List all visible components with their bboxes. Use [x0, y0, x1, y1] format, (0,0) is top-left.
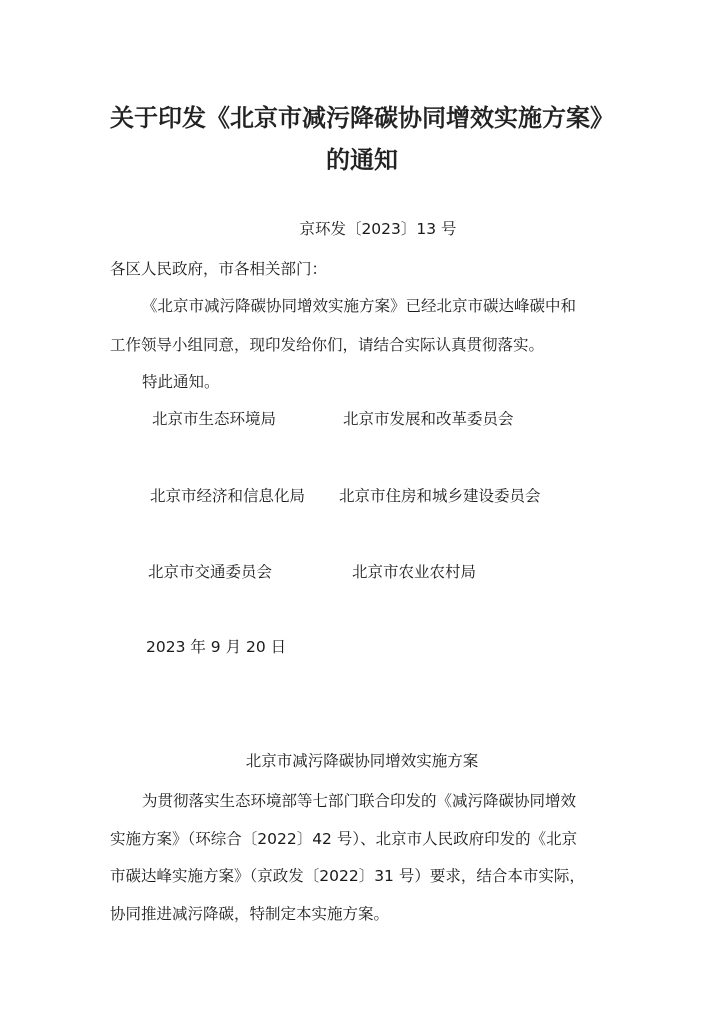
attachment-title: 北京市减污降碳协同增效实施方案 — [245, 752, 479, 770]
salutation: 各区人民政府，市各相关部门： — [110, 260, 328, 278]
intro-line-4: 协同推进减污降碳，特制定本实施方案。 — [110, 905, 390, 923]
body-line-1: 《北京市减污降碳协同增效实施方案》已经北京市碳达峰碳中和 — [142, 297, 577, 315]
document-number: 京环发〔2023〕13 号 — [299, 220, 457, 238]
issuer-3-left: 北京市交通委员会 — [148, 563, 273, 581]
intro-line-1: 为贯彻落实生态环境部等七部门联合印发的《减污降碳协同增效 — [142, 792, 577, 810]
issuer-1-left: 北京市生态环境局 — [152, 410, 277, 428]
issuer-2-right: 北京市住房和城乡建设委员会 — [339, 487, 541, 505]
issue-date: 2023 年 9 月 20 日 — [146, 638, 287, 656]
issuer-3-right: 北京市农业农村局 — [352, 563, 477, 581]
intro-line-2: 实施方案》（环综合〔2022〕42 号）、北京市人民政府印发的《北京 — [110, 830, 578, 848]
body-line-2: 工作领导小组同意，现印发给你们，请结合实际认真贯彻落实。 — [110, 336, 545, 354]
document-title: 关于印发《北京市减污降碳协同增效实施方案》的通知 — [110, 104, 614, 174]
closing-text: 特此通知。 — [142, 373, 220, 391]
intro-line-3: 市碳达峰实施方案》（京政发〔2022〕31 号）要求，结合本市实际， — [110, 867, 585, 885]
issuer-1-right: 北京市发展和改革委员会 — [343, 410, 514, 428]
issuer-2-left: 北京市经济和信息化局 — [150, 487, 306, 505]
